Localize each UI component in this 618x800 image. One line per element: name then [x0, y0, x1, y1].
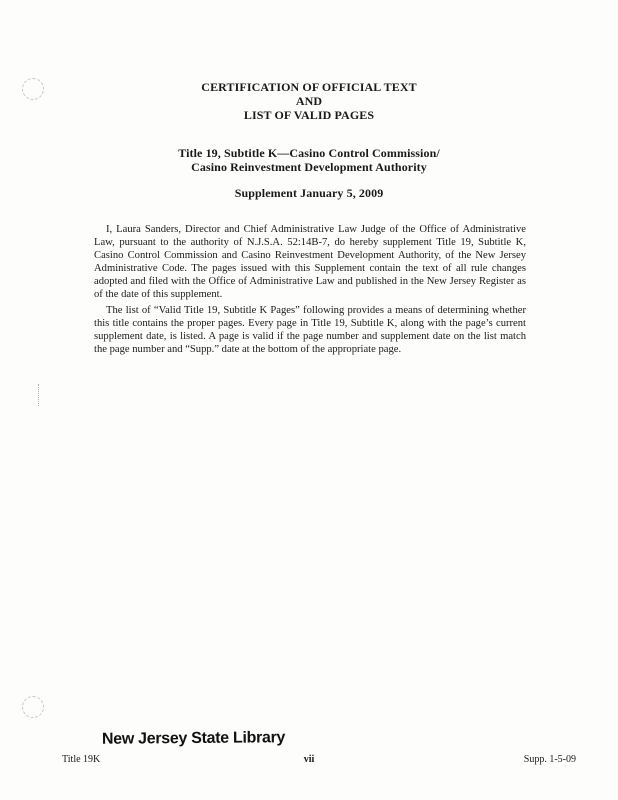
- scan-artifact-mark: [38, 384, 41, 406]
- certification-heading-line1: CERTIFICATION OF OFFICIAL TEXT: [201, 80, 417, 94]
- certification-heading-line2: AND: [295, 94, 323, 108]
- title-heading-line1: Title 19, Subtitle K—Casino Control Commission/: [178, 146, 440, 160]
- footer-supplement-label: Supp. 1-5-09: [523, 754, 576, 765]
- supplement-date-heading: Supplement January 5, 2009: [234, 186, 384, 200]
- footer-page-number: vii: [303, 754, 315, 765]
- footer-title-label: Title 19K: [62, 754, 101, 765]
- library-stamp: New Jersey State Library: [101, 729, 286, 748]
- body-paragraph: The list of “Valid Title 19, Subtitle K Pages” following provides a means of determining whether this title contains the proper pages. Every page in Title 19, Subtitle K, along with the page’s current supplement date, is listed. A page is valid if the page number and supplement date on the list match the page number and “Supp.” date at the bottom of the appropriate page.: [94, 305, 526, 355]
- certification-heading-line3: LIST OF VALID PAGES: [243, 108, 375, 122]
- body-paragraph: I, Laura Sanders, Director and Chief Administrative Law Judge of the Office of Administrative Law, pursuant to the authority of N.J.S.A. 52:14B-7, do hereby supplement Title 19, Subtitle K, Casino Control Commission and Casino Reinvestment Development Authority, of the New Jersey Administrative Code. The pages issued with this Supplement contain the text of all rule changes adopted and filed with the Office of Administrative Law and published in the New Jersey Register as of the date of this supplement.: [94, 224, 526, 300]
- title-heading-line2: Casino Reinvestment Development Authority: [191, 160, 427, 174]
- punch-hole-mark: [22, 696, 44, 718]
